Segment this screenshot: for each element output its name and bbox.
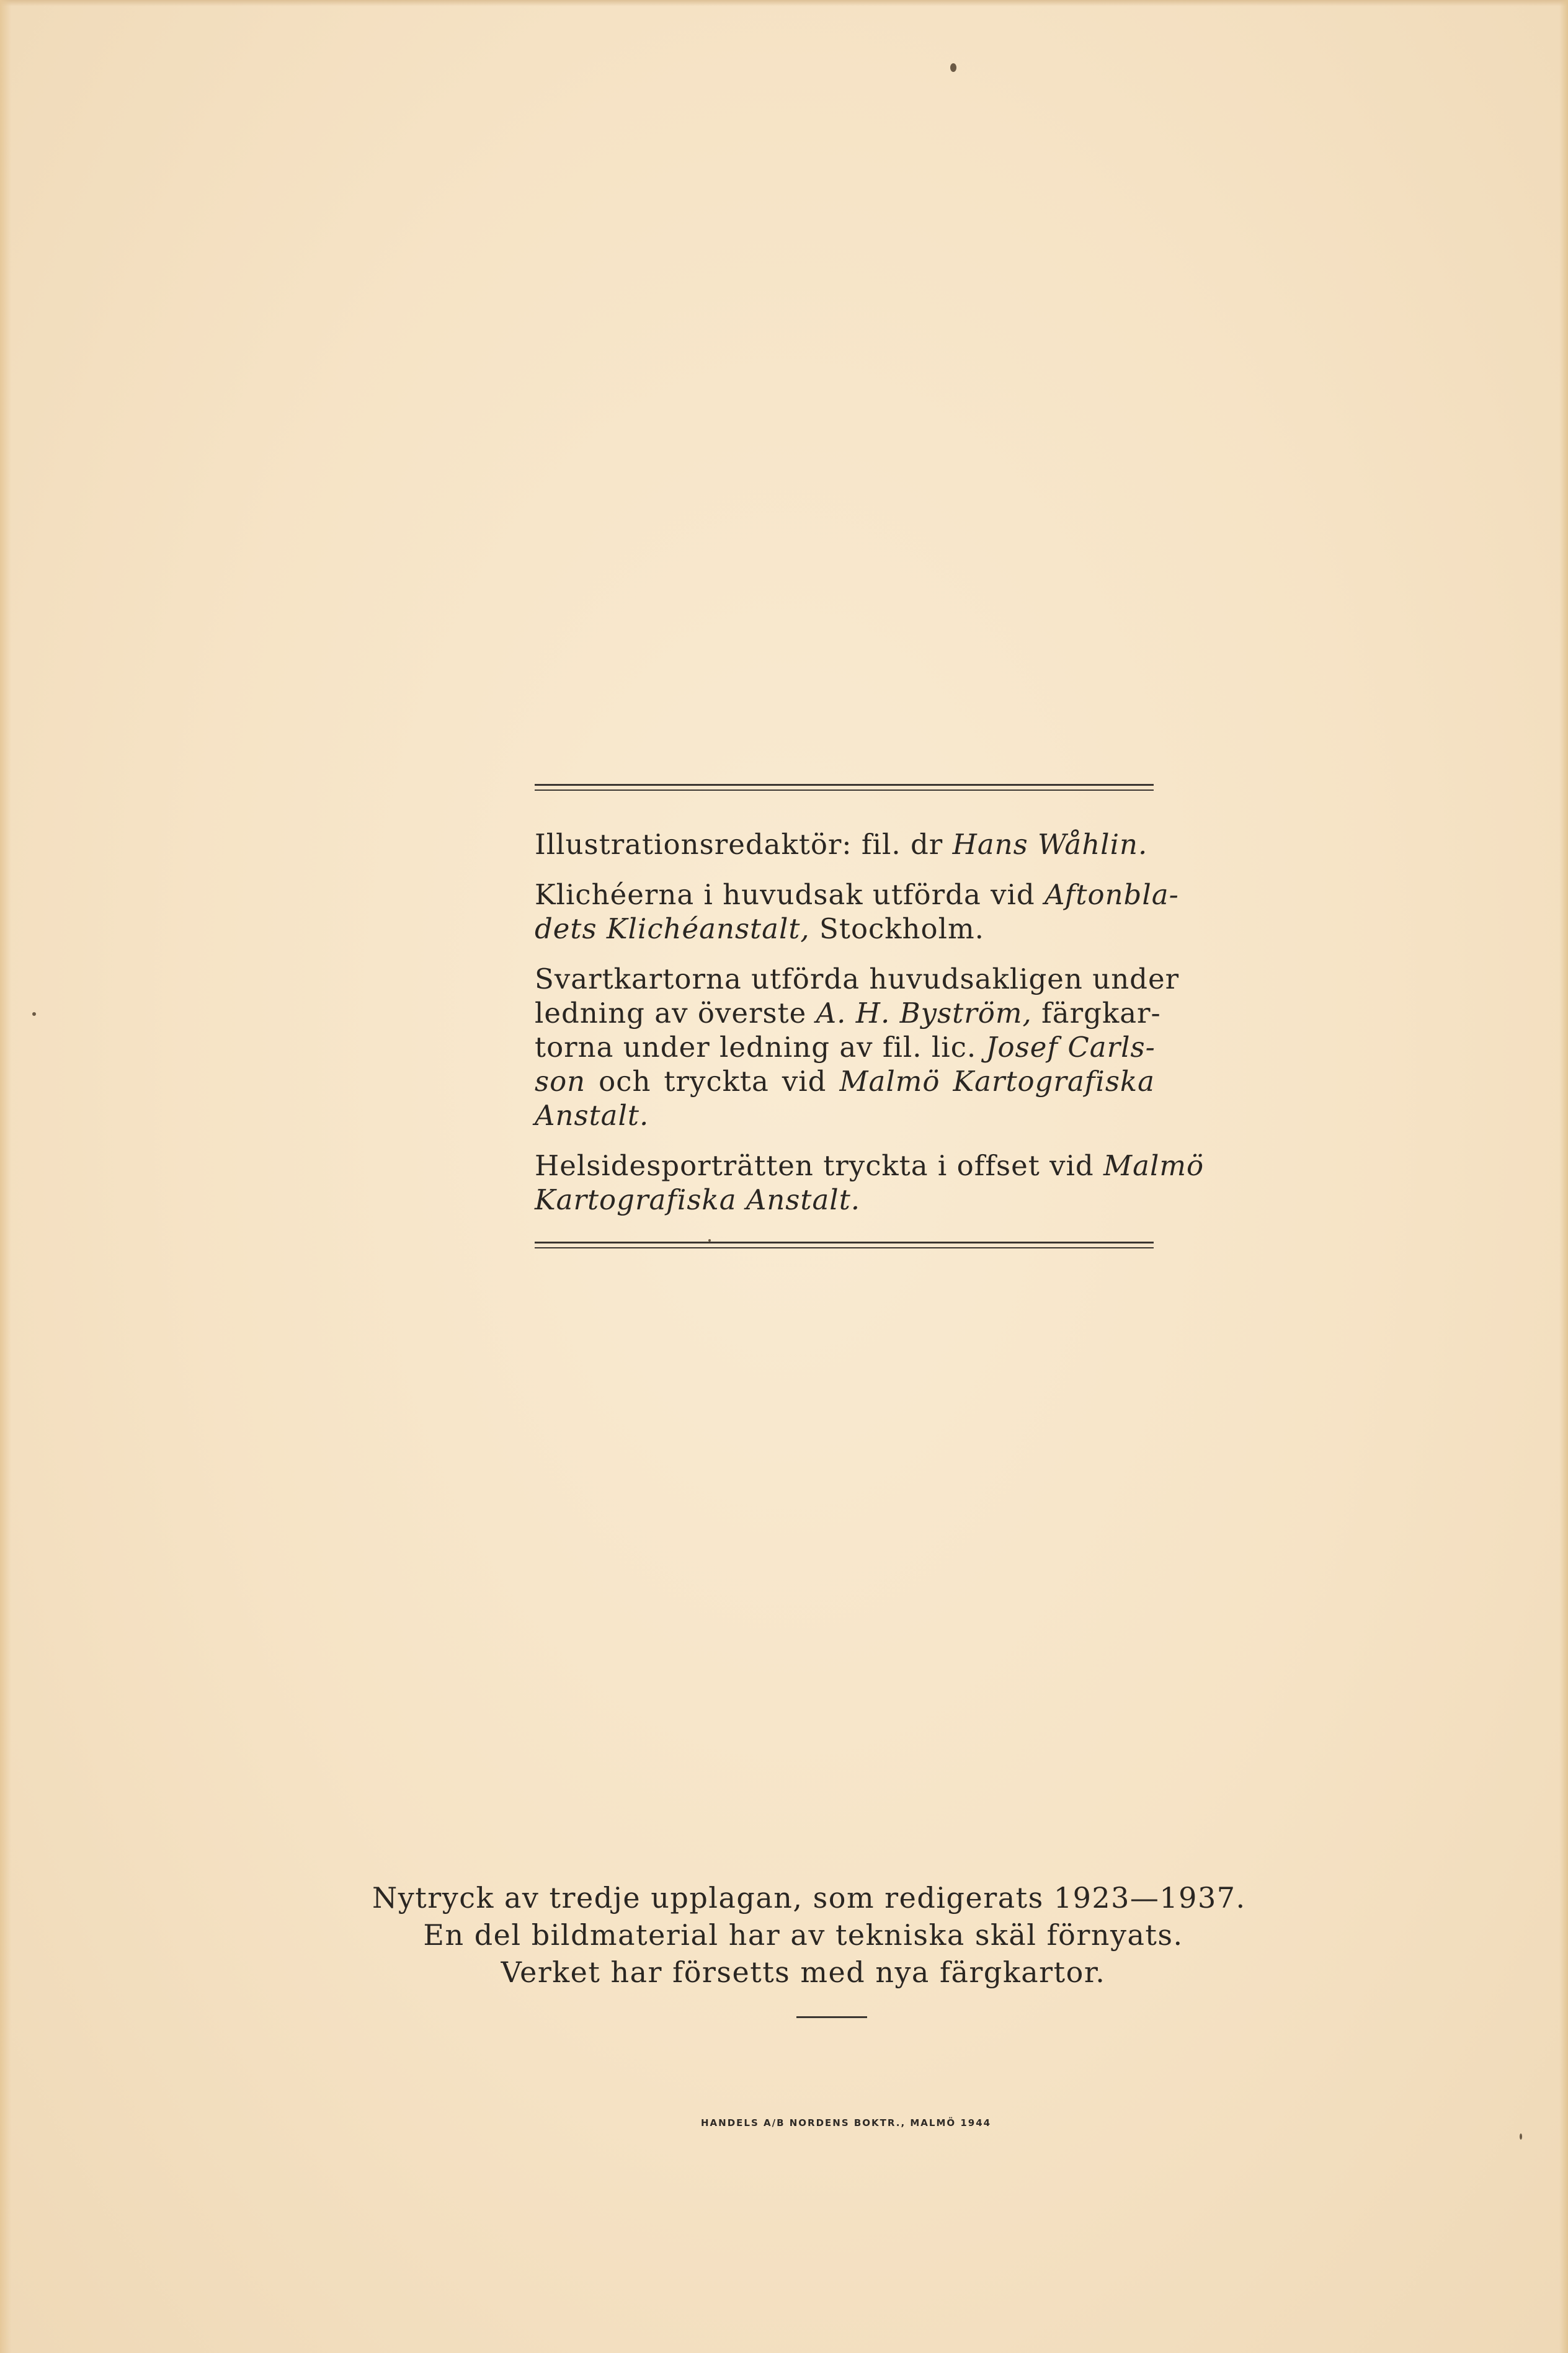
cliches-line1-text: Klichéerna i huvudsak utförda vid: [535, 878, 1045, 911]
page-edge-right: [1559, 0, 1568, 2353]
top-double-rule: [535, 784, 1154, 793]
reprint-line2: En del bildmaterial har av tekniska skäl förnyats.: [423, 1918, 1183, 1952]
maps-line2-italic: A. H. Byström,: [816, 997, 1032, 1030]
page-edge-top: [0, 0, 1568, 6]
cliches-line1-italic: Aftonbla-: [1045, 878, 1179, 911]
maps-line1: Svartkartorna utförda huvudsakligen under: [535, 963, 1180, 995]
page-edge-left: [0, 0, 11, 2353]
maps-line5-italic: Anstalt.: [535, 1099, 649, 1132]
paper-speck: [950, 63, 956, 72]
credits-section: [535, 784, 1205, 1250]
portraits-line2-italic: Kartografiska Anstalt.: [535, 1183, 861, 1216]
reprint-line1: Nytryck av tredje upplagan, som redigerats 1923—1937.: [372, 1881, 1246, 1915]
maps-line4-italic2: Malmö Kartografiska: [839, 1065, 1156, 1098]
maps-credit: [535, 962, 1180, 1132]
maps-line4-text: och tryckta vid: [586, 1065, 840, 1098]
cliches-credit: [535, 878, 1179, 946]
portraits-credit: [535, 1149, 1205, 1217]
maps-line3-text: torna under ledning av fil. lic.: [535, 1031, 986, 1064]
bottom-double-rule: [535, 1242, 1154, 1250]
short-divider-rule: [796, 2016, 867, 2018]
maps-line2-text: ledning av överste: [535, 997, 816, 1030]
cliches-line2-text: Stockholm.: [809, 912, 984, 945]
illustration-editor-name: Hans Wåhlin.: [952, 828, 1148, 861]
reprint-line3: Verket har försetts med nya färgkartor.: [501, 1955, 1106, 1989]
portraits-line1-italic: Malmö: [1103, 1149, 1205, 1182]
reprint-note: [372, 1879, 1246, 1991]
maps-line3-italic: Josef Carls-: [986, 1031, 1156, 1064]
illustration-editor-credit: [535, 827, 1155, 861]
printer-imprint: HANDELS A/B NORDENS BOKTR., MALMÖ 1944: [701, 2117, 992, 2128]
paper-speck: [32, 1012, 36, 1016]
illustration-editor-prefix: Illustrationsredaktör: fil. dr: [535, 828, 953, 861]
cliches-line2-italic: dets Klichéanstalt,: [535, 912, 810, 945]
portraits-line1-text: Helsidesporträtten tryckta i offset vid: [535, 1149, 1104, 1182]
maps-line4-italic: son: [535, 1065, 586, 1098]
paper-speck: [1520, 2133, 1522, 2140]
maps-line2-suffix: färgkar-: [1031, 997, 1161, 1030]
